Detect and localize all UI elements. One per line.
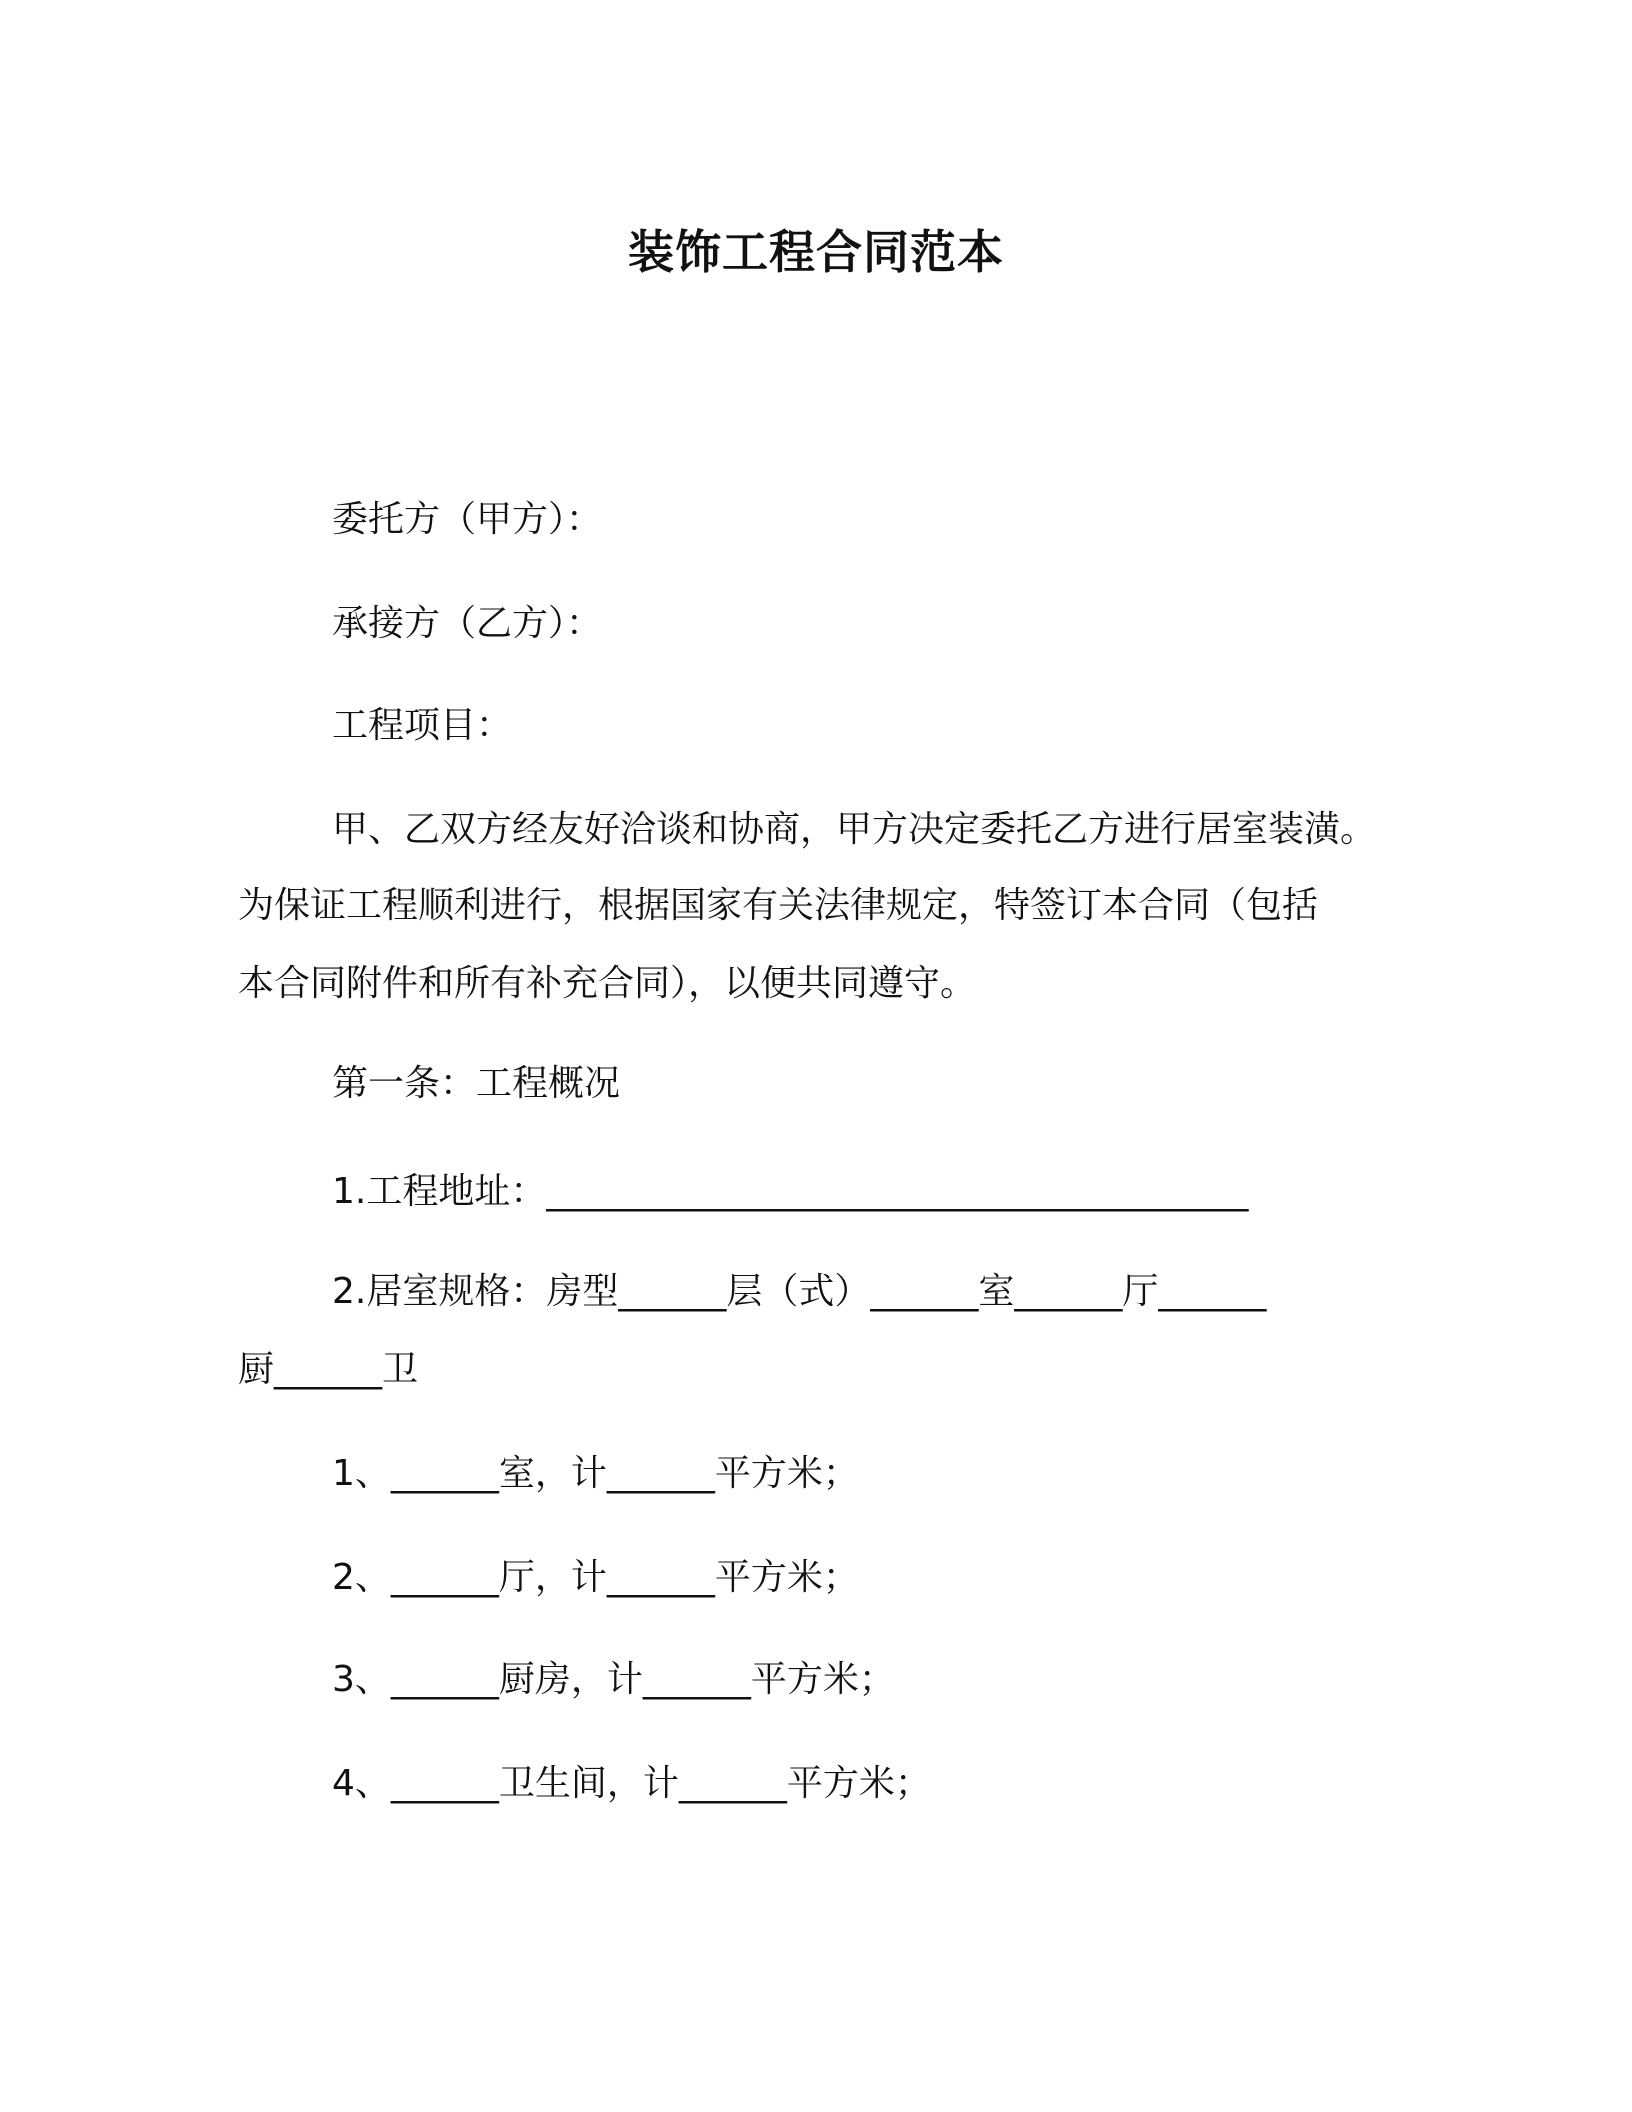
article-1-heading: 第一条：工程概况	[332, 1063, 621, 1104]
room-area-item-2: 2、______厅，计______平方米；	[332, 1557, 859, 1598]
intro-paragraph-line-2: 为保证工程顺利进行，根据国家有关法律规定，特签订本合同（包括	[238, 885, 1319, 926]
intro-paragraph-line-3: 本合同附件和所有补充合同），以便共同遵守。	[238, 963, 977, 1004]
room-area-item-1: 1、______室，计______平方米；	[332, 1453, 859, 1494]
project-line: 工程项目：	[332, 705, 513, 746]
room-area-item-3: 3、______厨房，计______平方米；	[332, 1659, 895, 1700]
party-b-line: 承接方（乙方）：	[332, 603, 603, 644]
document-title: 装饰工程合同范本	[628, 225, 1004, 279]
room-spec-line-1: 2.居室规格：房型______层（式）______室______厅______	[332, 1271, 1267, 1312]
project-address-line: 1.工程地址：_______________________________________	[332, 1171, 1249, 1212]
room-spec-line-2: 厨______卫	[238, 1349, 419, 1390]
intro-paragraph-line-1: 甲、乙双方经友好洽谈和协商，甲方决定委托乙方进行居室装潢。	[332, 809, 1377, 850]
room-area-item-4: 4、______卫生间，计______平方米；	[332, 1763, 931, 1804]
party-a-line: 委托方（甲方）：	[332, 499, 603, 540]
